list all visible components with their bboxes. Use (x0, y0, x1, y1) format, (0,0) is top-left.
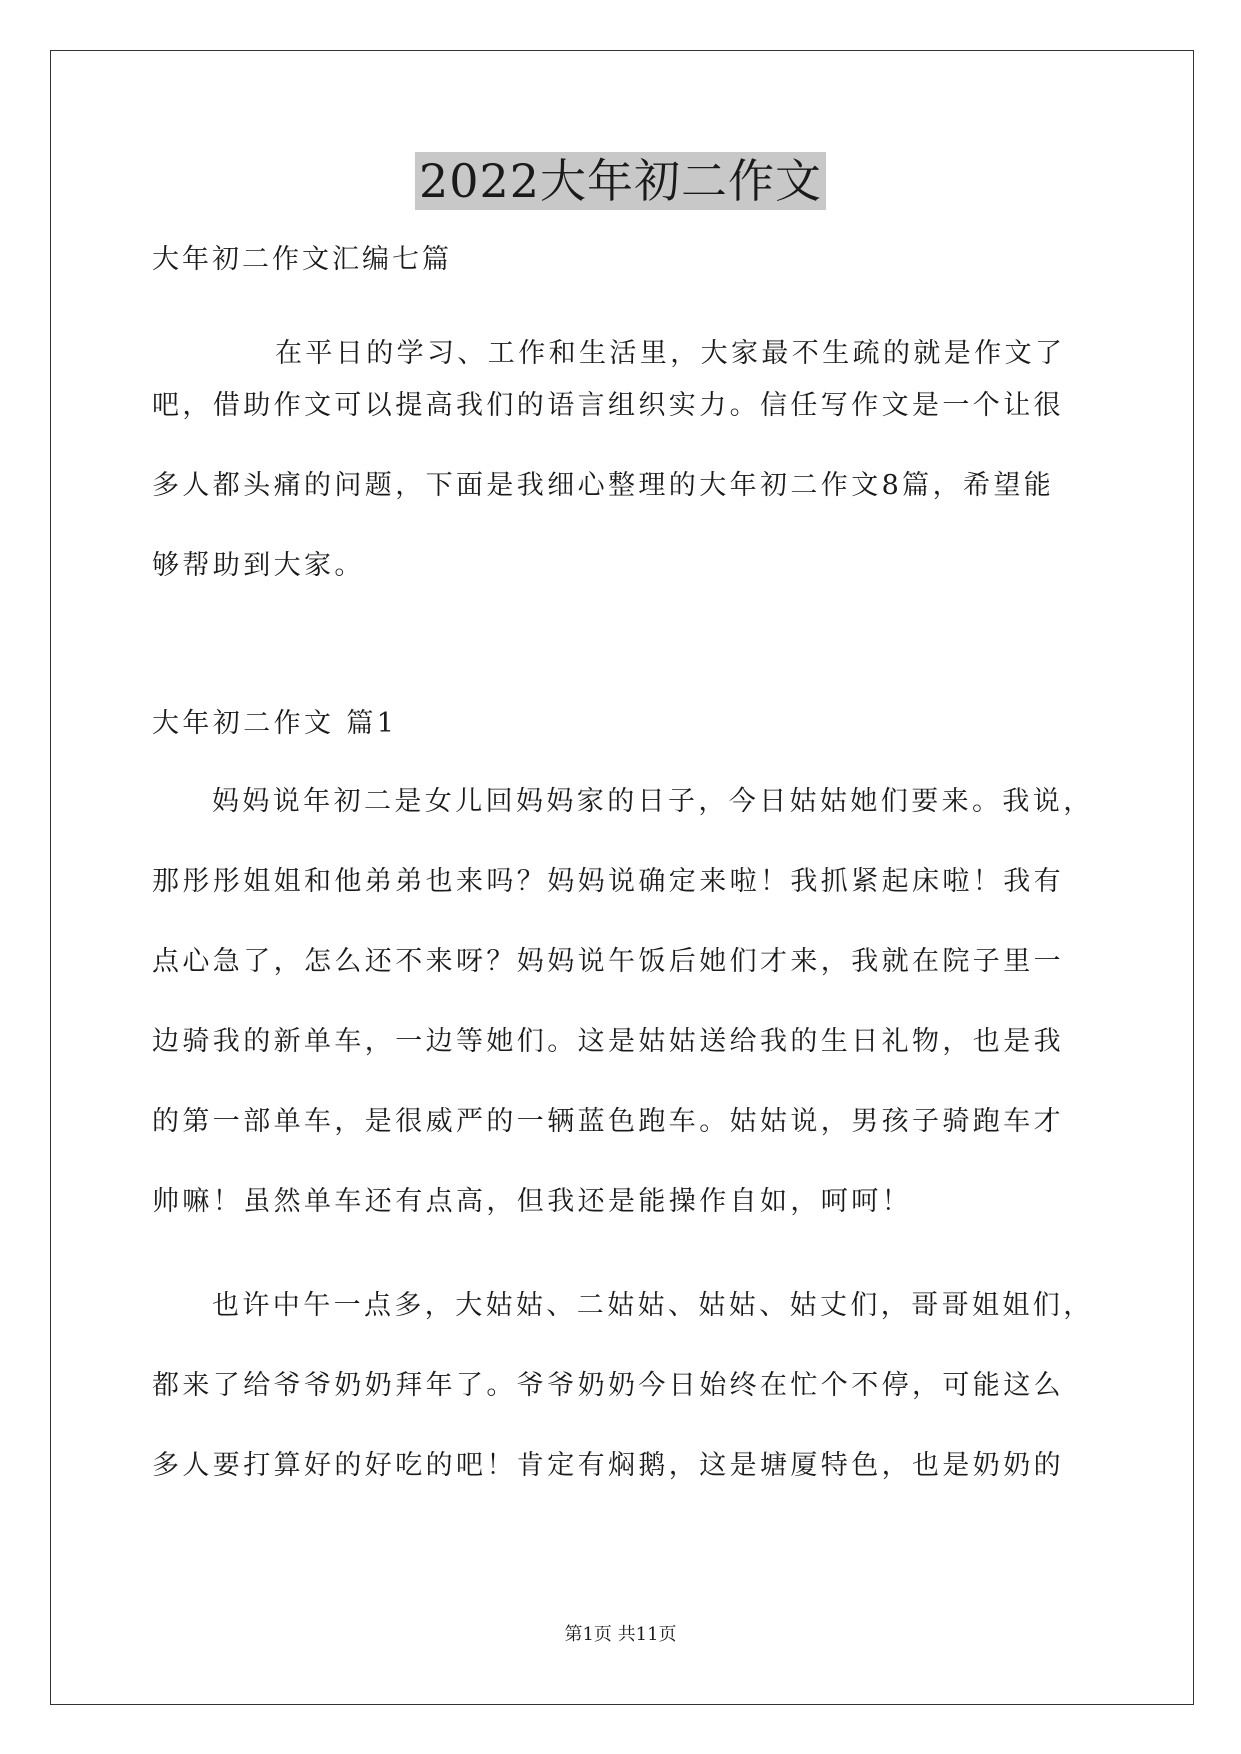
title-container (0, 152, 1241, 210)
intro-line: 吧，借助作文可以提高我们的语言组织实力。信任写作文是一个让很 (152, 390, 1064, 421)
paragraph-line: 帅嘛！虽然单车还有点高，但我还是能操作自如，呵呵！ (152, 1186, 912, 1217)
intro-line: 够帮助到大家。 (152, 550, 365, 581)
document-title: 2022大年初二作文 (415, 152, 826, 210)
page-number-footer: 第1页 共11页 (564, 1624, 677, 1645)
document-subtitle: 大年初二作文汇编七篇 (152, 244, 452, 275)
intro-line: 在平日的学习、工作和生活里，大家最不生疏的就是作文了 (275, 338, 1066, 369)
section-heading: 大年初二作文 篇1 (152, 708, 398, 739)
paragraph-line: 的第一部单车，是很威严的一辆蓝色跑车。姑姑说，男孩子骑跑车才 (152, 1106, 1064, 1137)
paragraph-line: 那彤彤姐姐和他弟弟也来吗？妈妈说确定来啦！我抓紧起床啦！我有 (152, 866, 1064, 897)
intro-line: 多人都头痛的问题，下面是我细心整理的大年初二作文8篇，希望能 (152, 470, 1055, 501)
paragraph-line: 点心急了，怎么还不来呀？妈妈说午饭后她们才来，我就在院子里一 (152, 946, 1064, 977)
paragraph-line: 都来了给爷爷奶奶拜年了。爷爷奶奶今日始终在忙个不停，可能这么 (152, 1370, 1064, 1401)
paragraph-line: 多人要打算好的好吃的吧！肯定有焖鹅，这是塘厦特色，也是奶奶的 (152, 1450, 1064, 1481)
paragraph-line: 边骑我的新单车，一边等她们。这是姑姑送给我的生日礼物，也是我 (152, 1026, 1064, 1057)
paragraph-line: 妈妈说年初二是女儿回妈妈家的日子，今日姑姑她们要来。我说， (212, 786, 1094, 817)
paragraph-line: 也许中午一点多，大姑姑、二姑姑、姑姑、姑丈们，哥哥姐姐们， (212, 1290, 1094, 1321)
